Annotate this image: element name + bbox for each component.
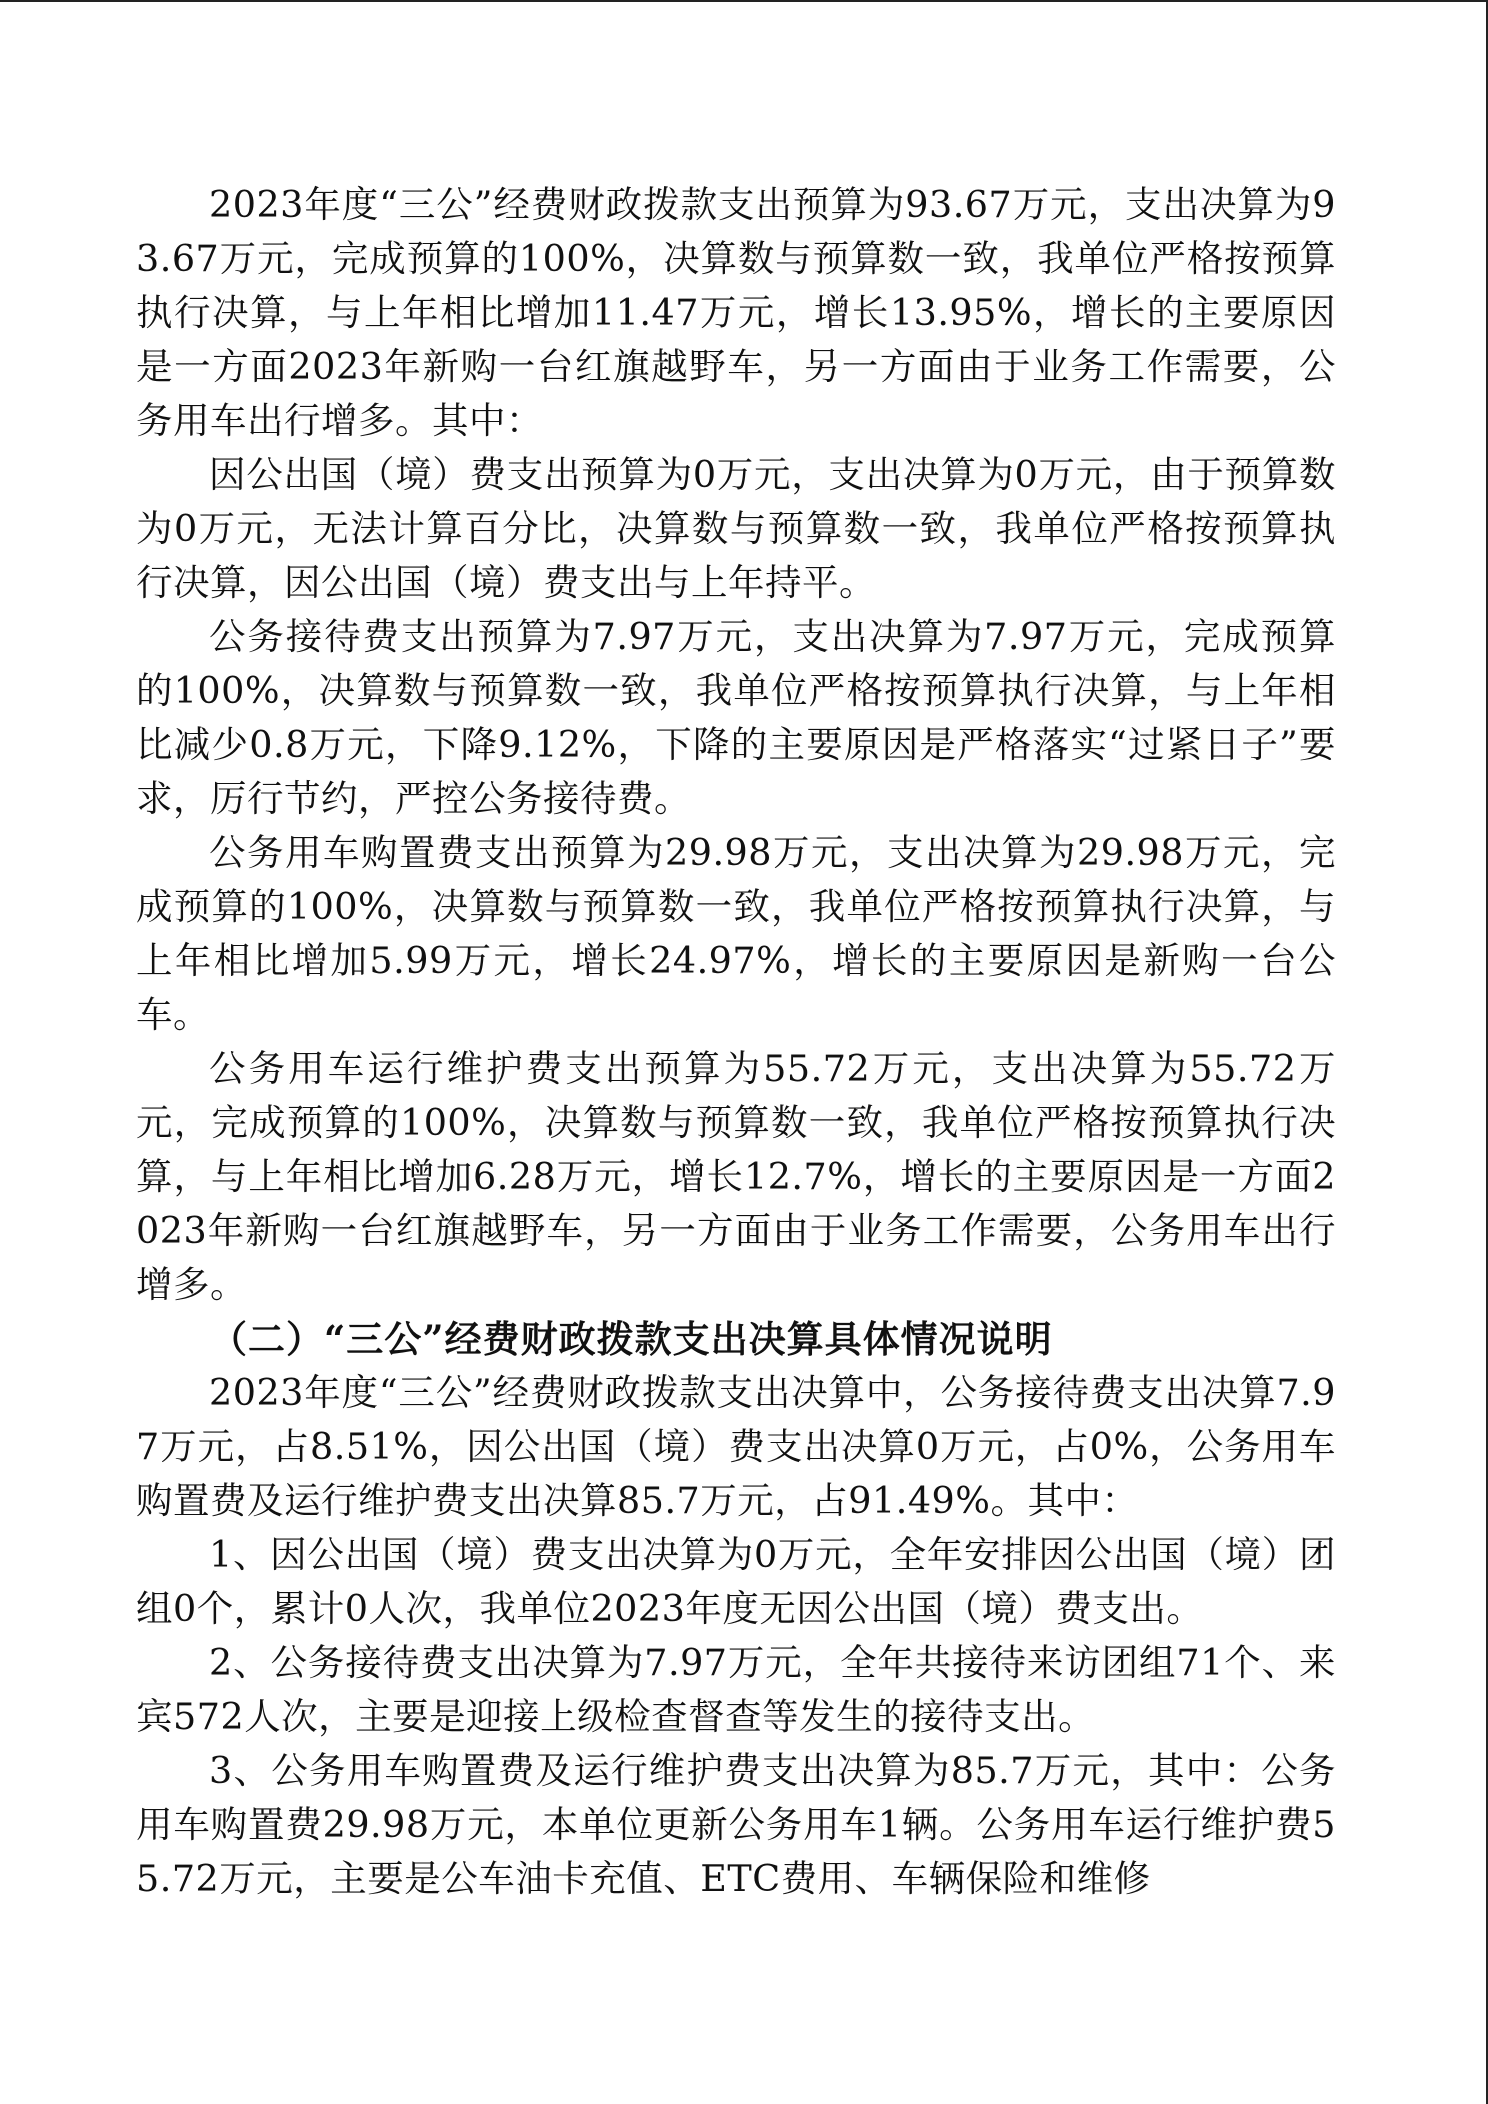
paragraph-item-3-vehicles: 3、公务用车购置费及运行维护费支出决算为85.7万元，其中：公务用车购置费29.98万元，本单位更新公务用车1辆。公务用车运行维护费55.72万元，主要是公车油卡充值、ETC费用、车辆保险和维修: [136, 1749, 1336, 1900]
section-heading: （二）“三公”经费财政拨款支出决算具体情况说明: [210, 1317, 1053, 1361]
paragraph-vehicle-maintenance: 公务用车运行维护费支出预算为55.72万元，支出决算为55.72万元，完成预算的100%，决算数与预算数一致，我单位严格按预算执行决算，与上年相比增加6.28万元，增长12.7%，增长的主要原因是一方面2023年新购一台红旗越野车，另一方面由于业务工作需要，公务用车出行增多。: [136, 1047, 1336, 1306]
paragraph-vehicle-purchase: 公务用车购置费支出预算为29.98万元，支出决算为29.98万元，完成预算的100%，决算数与预算数一致，我单位严格按预算执行决算，与上年相比增加5.99万元，增长24.97%，增长的主要原因是新购一台公车。: [136, 831, 1336, 1036]
document-body: [136, 178, 1336, 1906]
paragraph-sangong-overview: 2023年度“三公”经费财政拨款支出预算为93.67万元，支出决算为93.67万元，完成预算的100%，决算数与预算数一致，我单位严格按预算执行决算，与上年相比增加11.47万元，增长13.95%，增长的主要原因是一方面2023年新购一台红旗越野车，另一方面由于业务工作需要，公务用车出行增多。其中：: [136, 183, 1336, 442]
paragraph-official-reception: 公务接待费支出预算为7.97万元，支出决算为7.97万元，完成预算的100%，决算数与预算数一致，我单位严格按预算执行决算，与上年相比减少0.8万元，下降9.12%，下降的主要原因是严格落实“过紧日子”要求，厉行节约，严控公务接待费。: [136, 615, 1336, 820]
paragraph-final-accounts-summary: 2023年度“三公”经费财政拨款支出决算中，公务接待费支出决算7.97万元，占8.51%，因公出国（境）费支出决算0万元，占0%，公务用车购置费及运行维护费支出决算85.7万元，占91.49%。其中：: [136, 1371, 1336, 1522]
paragraph-item-1-overseas: 1、因公出国（境）费支出决算为0万元，全年安排因公出国（境）团组0个，累计0人次，我单位2023年度无因公出国（境）费支出。: [136, 1533, 1336, 1630]
paragraph-item-2-reception: 2、公务接待费支出决算为7.97万元，全年共接待来访团组71个、来宾572人次，主要是迎接上级检查督查等发生的接待支出。: [136, 1641, 1336, 1738]
paragraph-overseas-travel: 因公出国（境）费支出预算为0万元，支出决算为0万元，由于预算数为0万元，无法计算百分比，决算数与预算数一致，我单位严格按预算执行决算，因公出国（境）费支出与上年持平。: [136, 453, 1336, 604]
